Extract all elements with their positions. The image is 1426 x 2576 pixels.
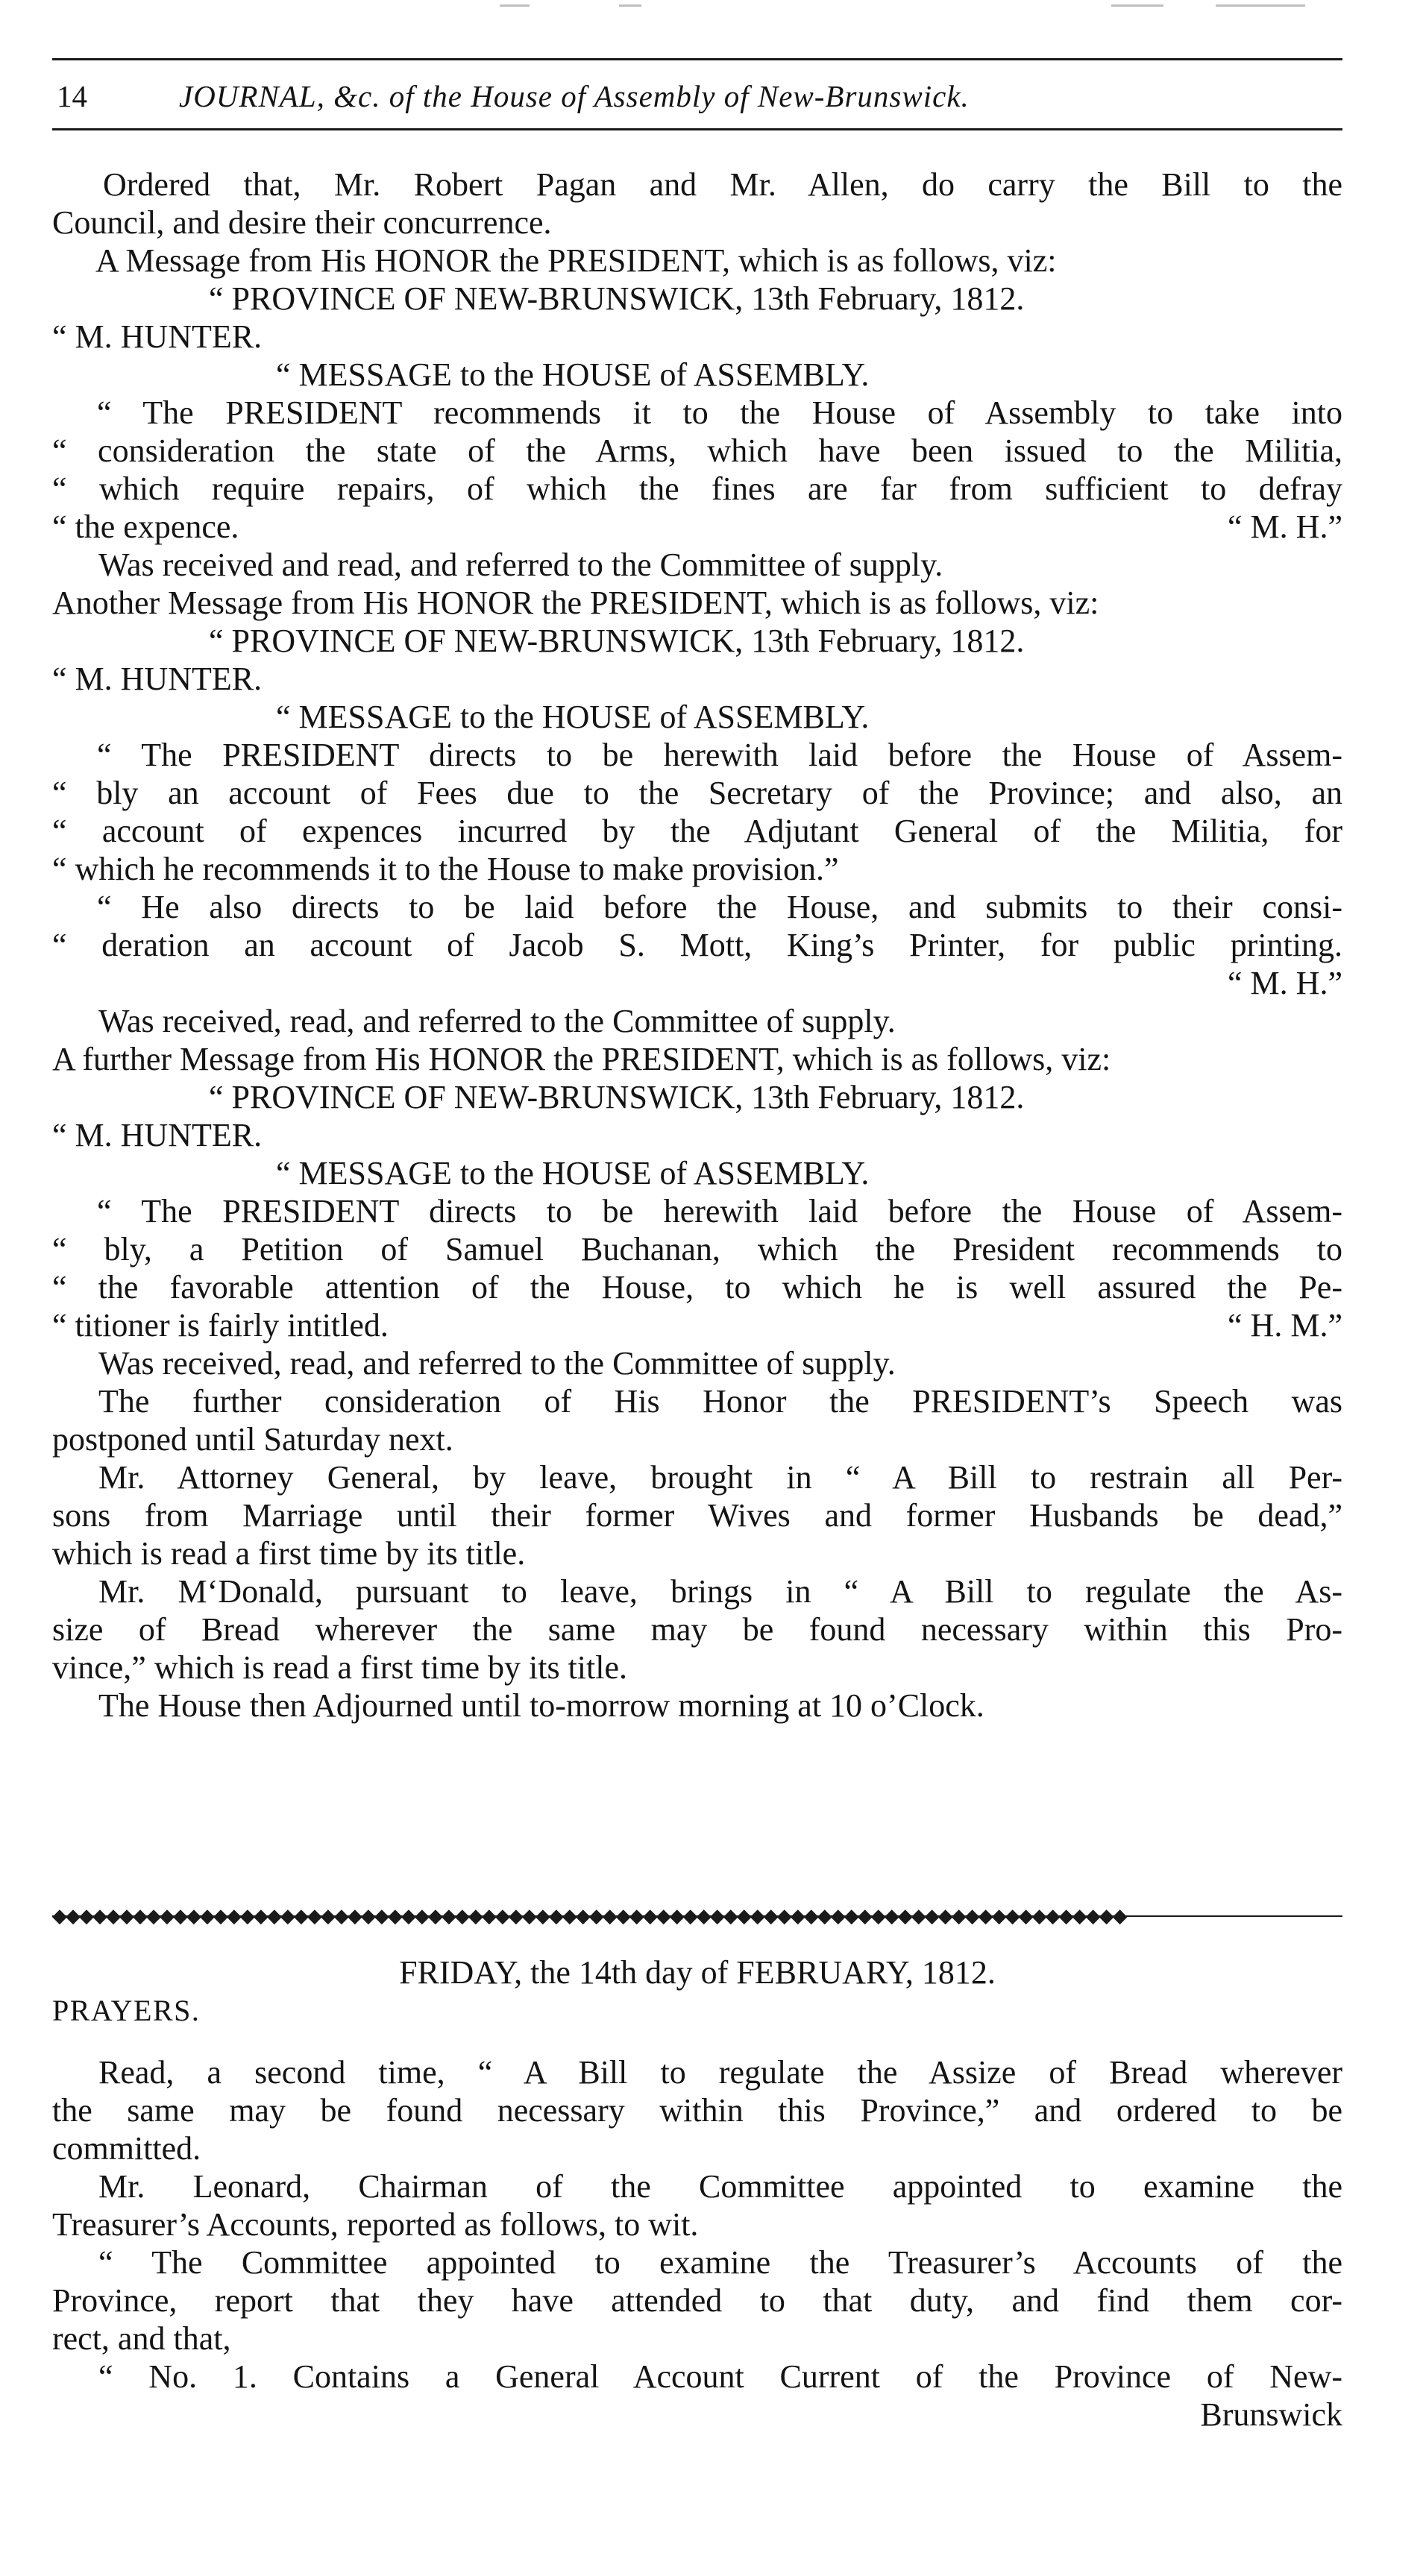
message-text-line: “ The PRESIDENT recommends it to the House of Assembly to take into xyxy=(97,394,1342,431)
message-text-line: “ account of expences incurred by the Adjutant General of the Militia, for xyxy=(52,813,1342,849)
running-title: JOURNAL, &c. of the House of Assembly of New-Brunswick. xyxy=(179,79,970,113)
text-line: Ordered that, Mr. Robert Pagan and Mr. Allen, do carry the Bill to the xyxy=(103,166,1342,203)
text-line: Mr. M‘Donald, pursuant to leave, brings in “ A Bill to regulate the As- xyxy=(98,1573,1342,1610)
message-signer: “ M. HUNTER. xyxy=(52,661,263,697)
message-initials: “ H. M.” xyxy=(1228,1307,1342,1344)
text-line: Treasurer’s Accounts, reported as follows, to wit. xyxy=(52,2206,699,2243)
journal-page xyxy=(52,0,1342,2576)
message-text: “ titioner is fairly intitled. xyxy=(52,1307,389,1344)
message-text-line: “ He also directs to be laid before the House, and submits to their consi- xyxy=(97,889,1342,925)
print-speck xyxy=(619,4,641,7)
text-line: which is read a first time by its title. xyxy=(52,1535,526,1572)
message-heading: “ MESSAGE to the HOUSE of ASSEMBLY. xyxy=(276,356,870,393)
text-line: “ No. 1. Contains a General Account Current of the Province of New- xyxy=(98,2358,1342,2395)
text-line: Read, a second time, “ A Bill to regulate the Assize of Bread wherever xyxy=(98,2054,1342,2091)
date-heading: FRIDAY, the 14th day of FEBRUARY, 1812. xyxy=(399,1954,996,1991)
message-text-line xyxy=(52,1306,1342,1344)
friday-entries xyxy=(52,1953,1342,2434)
message-text-line: “ the favorable attention of the House, to which he is well assured the Pe- xyxy=(52,1269,1342,1306)
prayers-label: PRAYERS. xyxy=(52,1994,201,2027)
message-result: Was received, read, and referred to the Committee of supply. xyxy=(98,1003,896,1039)
text-line: postponed until Saturday next. xyxy=(52,1421,453,1458)
print-speck xyxy=(1111,4,1163,7)
text-line: sons from Marriage until their former Wives and former Husbands be dead,” xyxy=(52,1497,1342,1534)
message-province-line: “ PROVINCE OF NEW-BRUNSWICK, 13th February, 1812. xyxy=(209,623,1025,659)
header-rule xyxy=(52,128,1342,130)
message-result: Was received and read, and referred to the Committee of supply. xyxy=(98,547,943,583)
text-line: vince,” which is read a first time by its title. xyxy=(52,1649,628,1686)
page-number: 14 xyxy=(57,79,87,113)
text-line: Province, report that they have attended to that duty, and find them cor- xyxy=(52,2282,1342,2319)
text-line: Mr. Leonard, Chairman of the Committee appointed to examine the xyxy=(98,2168,1342,2205)
catchword: Brunswick xyxy=(1200,2396,1342,2433)
journal-entries xyxy=(52,166,1342,1725)
message-text-line: “ bly, a Petition of Samuel Buchanan, which the President recommends to xyxy=(52,1231,1342,1267)
message-text-line: “ deration an account of Jacob S. Mott, King’s Printer, for public printing. xyxy=(52,927,1342,963)
message-text: “ the expence. xyxy=(52,508,239,545)
spacer xyxy=(52,2029,1342,2053)
message-initials: “ M. H.” xyxy=(1228,508,1342,545)
message-text-line: “ which require repairs, of which the fines are far from sufficient to defray xyxy=(52,470,1342,507)
message-text-line: “ which he recommends it to the House to make provision.” xyxy=(52,851,839,887)
text-line: The further consideration of His Honor the PRESIDENT’s Speech was xyxy=(98,1383,1342,1420)
message-initials: “ M. H.” xyxy=(1228,965,1342,1001)
message-text-line: “ The PRESIDENT directs to be herewith laid before the House of Assem- xyxy=(97,737,1342,773)
ornament-divider: ◆◆◆◆◆◆◆◆◆◆◆◆◆◆◆◆◆◆◆◆◆◆◆◆◆◆◆◆◆◆◆◆◆◆◆◆◆◆◆◆◆◆◆◆◆◆◆◆◆◆◆◆◆◆◆◆◆◆◆◆◆◆◆◆◆◆◆◆◆◆◆◆◆◆◆◆◆◆◆◆ xyxy=(52,1905,1126,1927)
running-head xyxy=(52,70,1342,122)
print-speck xyxy=(1216,4,1305,7)
top-rule xyxy=(52,58,1342,60)
print-speck xyxy=(500,4,530,7)
text-line: committed. xyxy=(52,2130,201,2167)
message-text-line xyxy=(52,508,1342,546)
message-province-line: “ PROVINCE OF NEW-BRUNSWICK, 13th February, 1812. xyxy=(209,1079,1025,1115)
text-line: Council, and desire their concurrence. xyxy=(52,204,552,241)
text-line: Mr. Attorney General, by leave, brought in “ A Bill to restrain all Per- xyxy=(98,1459,1342,1496)
message-intro: A Message from His HONOR the PRESIDENT, which is as follows, viz: xyxy=(95,242,1057,279)
message-province-line: “ PROVINCE OF NEW-BRUNSWICK, 13th February, 1812. xyxy=(209,280,1025,317)
message-intro: A further Message from His HONOR the PRESIDENT, which is as follows, viz: xyxy=(52,1041,1111,1077)
text-line: “ The Committee appointed to examine the Treasurer’s Accounts of the xyxy=(98,2244,1342,2281)
text-line: rect, and that, xyxy=(52,2320,231,2357)
message-result: Was received, read, and referred to the Committee of supply. xyxy=(98,1345,896,1382)
adjournment-line: The House then Adjourned until to-morrow morning at 10 o’Clock. xyxy=(98,1687,984,1724)
message-text-line: “ bly an account of Fees due to the Secretary of the Province; and also, an xyxy=(52,775,1342,811)
text-line: size of Bread wherever the same may be found necessary within this Pro- xyxy=(52,1611,1342,1648)
message-heading: “ MESSAGE to the HOUSE of ASSEMBLY. xyxy=(276,699,870,735)
message-text-line: “ consideration the state of the Arms, which have been issued to the Militia, xyxy=(52,432,1342,469)
message-signer: “ M. HUNTER. xyxy=(52,1117,263,1153)
message-intro: Another Message from His HONOR the PRESIDENT, which is as follows, viz: xyxy=(52,585,1099,621)
message-signer: “ M. HUNTER. xyxy=(52,318,263,355)
message-text-line: “ The PRESIDENT directs to be herewith laid before the House of Assem- xyxy=(97,1193,1342,1229)
message-heading: “ MESSAGE to the HOUSE of ASSEMBLY. xyxy=(276,1155,870,1191)
text-line: the same may be found necessary within this Province,” and ordered to be xyxy=(52,2092,1342,2129)
